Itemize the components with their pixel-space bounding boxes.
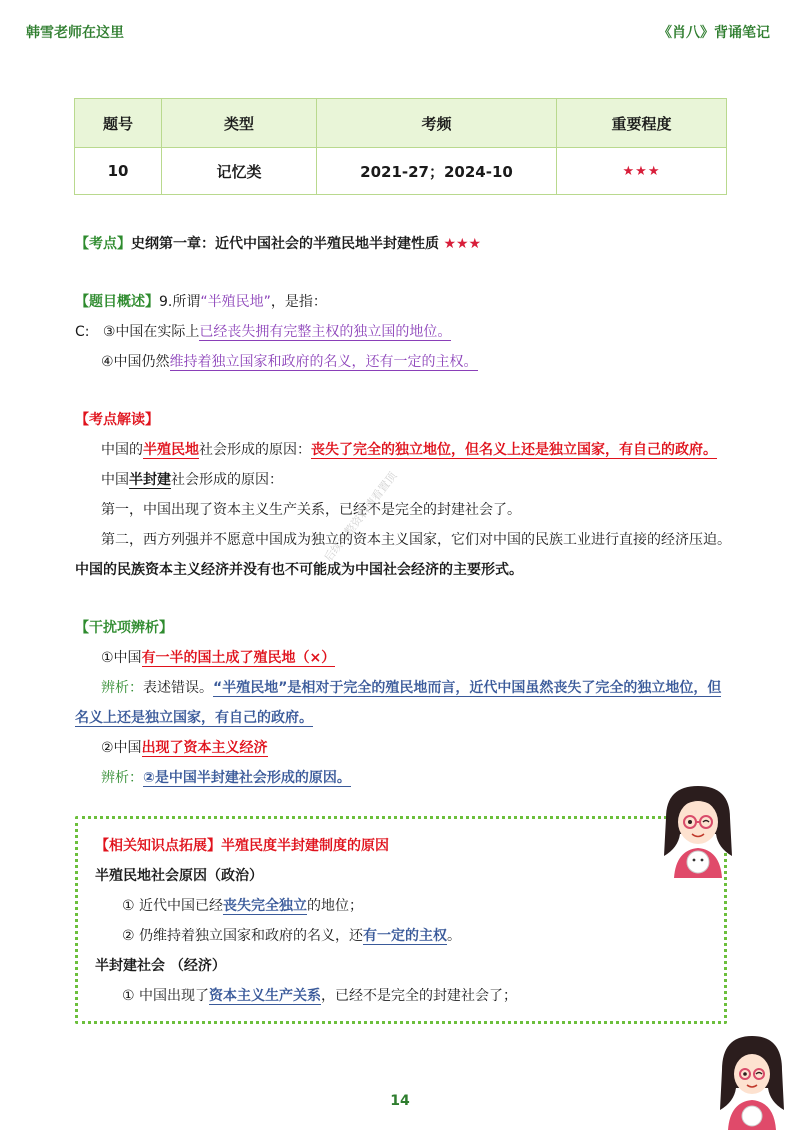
kaodian-tag: 【考点】: [75, 236, 131, 252]
kaodian-text: 史纲第一章：近代中国社会的半殖民地半封建性质: [131, 236, 439, 252]
box-s2-1-highlight: 资本主义生产关系: [209, 988, 322, 1004]
ganrao-analysis-1: [101, 678, 721, 698]
jiedu-l1-a: 中国的: [101, 442, 143, 458]
box-section-2: 半封建社会 （经济）: [95, 958, 226, 974]
info-table: [74, 98, 727, 195]
ganrao-i1-a: ①中国: [101, 650, 142, 666]
gaishu-c-label: C:: [75, 324, 90, 340]
ganrao-i1-label: 辨析：: [101, 680, 143, 696]
teacher-avatar-illustration-bottom: [712, 1030, 792, 1130]
box-s1-2-highlight: 有一定的主权: [363, 928, 447, 944]
table-header-cell: 考频: [317, 99, 557, 148]
jiedu-l2-term: 半封建: [129, 472, 171, 488]
box-s2-item-1: ① 中国出现了资本主义生产关系，已经不是完全的封建社会了；: [122, 988, 518, 1004]
jiedu-l1-term: 半殖民地: [143, 442, 199, 458]
ganrao-item-1: [101, 648, 335, 668]
jiedu-tag: 【考点解读】: [75, 412, 159, 428]
teacher-avatar-illustration: [648, 778, 748, 878]
gaishu-c2-highlight: 维持着独立国家和政府的名义，还有一定的主权。: [169, 354, 478, 370]
box-s1-item-2: ② 仍维持着独立国家和政府的名义，还有一定的主权。: [122, 928, 461, 944]
gaishu-tag: 【题目概述】: [75, 294, 159, 310]
jiedu-line-5: 中国的民族资本主义经济并没有也不可能成为中国社会经济的主要形式。: [75, 562, 523, 578]
box-s1-1-highlight: 丧失完全独立: [223, 898, 308, 914]
header-author: 韩雪老师在这里: [26, 25, 124, 41]
ganrao-analysis-1-cont: [75, 708, 313, 728]
jiedu-line-2: [101, 470, 283, 490]
watermark: 后续完整资料请看置顶: [321, 469, 400, 565]
ganrao-i2-d: 是中国半封建社会形成的原因。: [154, 770, 351, 786]
table-header-row: [75, 99, 727, 148]
ganrao-item-2: [101, 738, 268, 758]
ganrao-i1-c: 表述错误。: [143, 680, 213, 696]
jiedu-line-1: [101, 440, 717, 460]
jiedu-l1-reason: 丧失了完全的独立地位，但名义上还是独立国家，有自己的政府。: [311, 442, 717, 458]
gaishu-question: [75, 292, 327, 312]
ganrao-i1-wrong: 有一半的国土成了殖民地（×）: [141, 650, 336, 666]
gaishu-option-c2: [101, 352, 478, 372]
ganrao-i1-d: “半殖民地”是相对于完全的殖民地而言，近代中国虽然丧失了完全的独立地位，但: [213, 680, 722, 696]
table-header-cell: 类型: [162, 99, 317, 148]
gaishu-c2-pre: ④中国仍然: [101, 354, 170, 370]
gaishu-c1-highlight: 已经丧失拥有完整主权的独立国的地位。: [199, 324, 452, 340]
table-cell-number: 10: [75, 148, 162, 195]
page-number: 14: [390, 1093, 410, 1109]
gaishu-c1-pre: ③中国在实际上: [102, 324, 200, 340]
table-header-cell: 重要程度: [557, 99, 727, 148]
gaishu-q-term: “半殖民地”: [200, 294, 271, 310]
jiedu-line-4: 第二，西方列强并不愿意中国成为独立的资本主义国家，它们对中国的民族工业进行直接的经济压迫。: [101, 532, 731, 548]
table-cell-importance: ★★★: [557, 148, 727, 195]
ganrao-i1-e: 名义上还是独立国家，有自己的政府。: [75, 710, 313, 726]
ganrao-i2-label: 辨析：: [101, 770, 143, 786]
box-section-1: 半殖民地社会原因（政治）: [95, 868, 263, 884]
ganrao-analysis-2: [101, 768, 351, 788]
table-cell-frequency: 2021-27；2024-10: [317, 148, 557, 195]
table-header-cell: 题号: [75, 99, 162, 148]
gaishu-q-post: ，是指：: [270, 294, 327, 310]
box-tag: 【相关知识点拓展】: [95, 838, 221, 854]
ganrao-i2-a: ②中国: [101, 740, 142, 756]
ganrao-i2-c: ②: [143, 770, 155, 786]
table-cell-type: 记忆类: [162, 148, 317, 195]
header-book-title: 《肖八》背诵笔记: [658, 25, 770, 41]
gaishu-option-c: [75, 322, 451, 342]
ganrao-i2-wrong: 出现了资本主义经济: [141, 740, 268, 756]
jiedu-l2-c: 社会形成的原因：: [171, 472, 283, 488]
kaodian-stars: ★★★: [443, 236, 482, 252]
table-row: [75, 148, 727, 195]
box-title: 半殖民度半封建制度的原因: [221, 838, 389, 854]
kaodian-line: [75, 234, 481, 254]
jiedu-l2-a: 中国: [101, 472, 129, 488]
jiedu-l1-c: 社会形成的原因：: [199, 442, 311, 458]
box-title-line: [95, 836, 389, 856]
box-s1-item-1: ① 近代中国已经丧失完全独立的地位；: [122, 898, 364, 914]
jiedu-line-3: 第一，中国出现了资本主义生产关系，已经不是完全的封建社会了。: [101, 502, 521, 518]
ganrao-tag: 【干扰项辨析】: [75, 620, 173, 636]
gaishu-q-pre: 9.所谓: [159, 294, 201, 310]
